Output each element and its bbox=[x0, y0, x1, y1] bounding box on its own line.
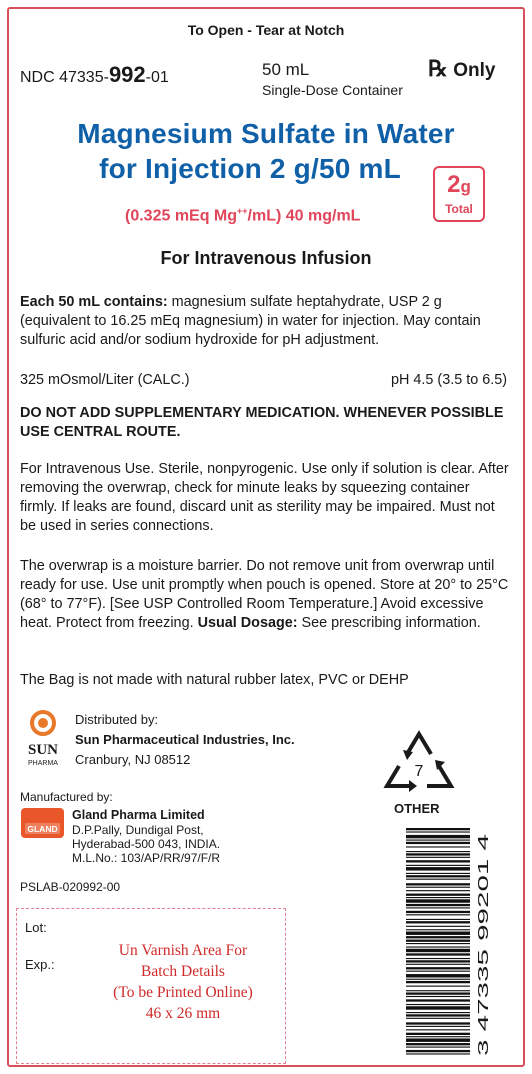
barcode-bar bbox=[406, 1018, 470, 1019]
sun-logo-sub: PHARMA bbox=[28, 760, 58, 767]
sun-core bbox=[38, 718, 48, 728]
varnish-line-4: 46 x 26 mm bbox=[145, 1005, 221, 1022]
barcode-bar bbox=[406, 1026, 470, 1027]
product-title-line1: Magnesium Sulfate in Water bbox=[77, 118, 455, 149]
recycle-icon bbox=[383, 730, 455, 796]
contents-text: magnesium sulfate heptahydrate, USP 2 g (equivalent to 16.25 mEq magnesium) in water for injection. May contain sulfuric acid and/or sodium hydroxide for pH adjustment. bbox=[20, 294, 481, 348]
barcode-bar bbox=[406, 1006, 470, 1009]
barcode-bar bbox=[406, 974, 470, 977]
barcode-bar bbox=[406, 873, 470, 874]
conc-prefix: (0.325 mEq Mg bbox=[125, 207, 238, 225]
concentration bbox=[125, 206, 360, 225]
conc-suffix: /mL) 40 mg/mL bbox=[247, 207, 361, 225]
barcode-bar bbox=[406, 936, 470, 938]
barcode-bar bbox=[406, 964, 470, 965]
total-badge bbox=[433, 166, 485, 222]
ndc-number bbox=[20, 62, 169, 88]
lot-label: Lot: bbox=[25, 920, 47, 935]
label-code: PSLAB-020992-00 bbox=[20, 880, 121, 894]
rx-symbol: ℞ bbox=[428, 56, 448, 81]
barcode-bar bbox=[406, 842, 470, 844]
distributor-name: Sun Pharmaceutical Industries, Inc. bbox=[75, 732, 295, 747]
sun-pharma-logo bbox=[22, 708, 64, 768]
barcode-bar bbox=[406, 1012, 470, 1013]
ndc-prefix: NDC 47335- bbox=[20, 69, 109, 86]
barcode-bar bbox=[406, 914, 470, 915]
total-label: Total bbox=[445, 202, 473, 216]
recycle-label: OTHER bbox=[394, 801, 440, 816]
manufacturer-license: M.L.No.: 103/AP/RR/97/F/R bbox=[72, 851, 221, 865]
barcode-bar bbox=[406, 835, 470, 838]
barcode-bar bbox=[406, 1033, 470, 1035]
manufactured-by-label: Manufactured by: bbox=[20, 790, 113, 804]
recycle-head-3 bbox=[409, 780, 417, 792]
barcode-bar bbox=[406, 921, 470, 923]
barcode-bar bbox=[406, 851, 470, 852]
barcode-bar bbox=[406, 867, 470, 870]
barcode-bar bbox=[406, 992, 470, 994]
barcode-digits bbox=[472, 832, 494, 1056]
barcode-bar bbox=[406, 1038, 470, 1041]
barcode-bar bbox=[406, 894, 470, 896]
barcode-bar bbox=[406, 967, 470, 969]
storage-instructions bbox=[20, 557, 510, 633]
barcode-bar bbox=[406, 932, 470, 935]
product-title-line2: for Injection 2 g/50 mL bbox=[99, 153, 401, 184]
manufacturer-name: Gland Pharma Limited bbox=[72, 808, 205, 822]
barcode-bar bbox=[406, 831, 470, 832]
sun-logo-word: SUN bbox=[27, 742, 59, 758]
varnish-line-3: (To be Printed Online) bbox=[113, 984, 253, 1001]
barcode-bar bbox=[406, 857, 470, 858]
exp-label: Exp.: bbox=[25, 957, 55, 972]
total-number: 2 bbox=[447, 171, 461, 198]
recycle-code: 7 bbox=[414, 763, 424, 780]
osmolarity: 325 mOsmol/Liter (CALC.) bbox=[20, 372, 190, 388]
manufacturer-address-1: D.P.Pally, Dundigal Post, bbox=[72, 823, 204, 837]
barcode-bar bbox=[406, 840, 470, 841]
dosage-lead: Usual Dosage: bbox=[197, 615, 298, 631]
warning-text: DO NOT ADD SUPPLEMENTARY MEDICATION. WHENEVER POSSIBLE USE CENTRAL ROUTE. bbox=[20, 405, 504, 440]
rx-only bbox=[428, 56, 495, 82]
barcode-bar bbox=[406, 1043, 470, 1045]
barcode-bar bbox=[406, 958, 470, 959]
barcode-bar bbox=[406, 865, 470, 866]
gland-logo-word: GLAND bbox=[27, 824, 58, 834]
total-amount bbox=[435, 170, 483, 202]
barcode-bar bbox=[406, 1050, 470, 1052]
barcode-bar bbox=[406, 887, 470, 888]
barcode-bar bbox=[406, 1053, 470, 1054]
barcode-bar bbox=[406, 919, 470, 920]
route-heading: For Intravenous Infusion bbox=[160, 248, 372, 268]
gland-logo bbox=[21, 808, 64, 838]
recycle-arrow-left bbox=[387, 766, 411, 786]
barcode-bar bbox=[406, 960, 470, 962]
barcode-bar bbox=[406, 1036, 470, 1037]
barcode-bar bbox=[406, 1047, 470, 1048]
conc-sup: ++ bbox=[237, 206, 248, 216]
dosage-text: See prescribing information. bbox=[297, 615, 481, 631]
barcode-bar bbox=[406, 828, 470, 830]
barcode-bar bbox=[406, 911, 470, 913]
barcode-bar bbox=[406, 853, 470, 855]
varnish-line-1: Un Varnish Area For bbox=[118, 942, 248, 959]
barcode-bar bbox=[406, 907, 470, 908]
barcode-bar bbox=[406, 990, 470, 991]
container-type: Single-Dose Container bbox=[262, 82, 403, 98]
barcode-bar bbox=[406, 979, 470, 980]
varnish-line-2: Batch Details bbox=[141, 963, 225, 980]
barcode-bar bbox=[406, 899, 470, 902]
recycle-arrow-right bbox=[427, 766, 451, 786]
volume: 50 mL bbox=[262, 60, 310, 79]
barcode-bar bbox=[406, 890, 470, 891]
barcode-bar bbox=[406, 846, 470, 847]
storage-text: The overwrap is a moisture barrier. Do not remove unit from overwrap until ready for use. Use unit promptly when pouch is opened. Store at 20° to 25°C (68° to 77°F). [See USP Controlled Room Temperature.] Avoid excessive heat. Protect from freezing. bbox=[20, 558, 509, 631]
rx-only-text: Only bbox=[453, 60, 496, 81]
distributor-location: Cranbury, NJ 08512 bbox=[75, 752, 191, 767]
distributed-by-label: Distributed by: bbox=[75, 712, 159, 727]
barcode-bar bbox=[406, 875, 470, 877]
barcode-bar bbox=[406, 940, 470, 942]
barcode-bar bbox=[406, 1022, 470, 1024]
total-unit: g bbox=[460, 177, 471, 196]
barcode-bar bbox=[406, 971, 470, 972]
barcode-bar bbox=[406, 929, 470, 930]
barcode bbox=[406, 826, 470, 1058]
contents-paragraph bbox=[20, 293, 510, 350]
manufacturer-address-2: Hyderabad-500 043, INDIA. bbox=[72, 837, 221, 851]
barcode-bar bbox=[406, 999, 470, 1001]
barcode-bar bbox=[406, 1004, 470, 1005]
barcode-bar bbox=[406, 996, 470, 997]
barcode-bar bbox=[406, 986, 470, 987]
barcode-bar bbox=[406, 879, 470, 880]
varnish-note bbox=[78, 940, 288, 1024]
barcode-bar bbox=[406, 981, 470, 983]
barcode-bar bbox=[406, 943, 470, 944]
use-instructions: For Intravenous Use. Sterile, nonpyrogenic. Use only if solution is clear. After removing the overwrap, check for minute leaks by squeezing container firmly. If leaks are found, discard unit as sterility may be impaired. Must not be used in series connections. bbox=[20, 461, 509, 534]
barcode-bar bbox=[406, 949, 470, 952]
barcode-bar bbox=[406, 926, 470, 927]
barcode-bar bbox=[406, 953, 470, 955]
barcode-bar bbox=[406, 897, 470, 898]
recycle-arrow-top bbox=[407, 734, 431, 754]
latex-statement: The Bag is not made with natural rubber latex, PVC or DEHP bbox=[20, 672, 409, 688]
barcode-bar bbox=[406, 1014, 470, 1016]
barcode-bar bbox=[406, 883, 470, 885]
contents-lead: Each 50 mL contains: bbox=[20, 294, 168, 310]
barcode-bar bbox=[406, 946, 470, 947]
ph-value: pH 4.5 (3.5 to 6.5) bbox=[391, 372, 507, 388]
barcode-bar bbox=[406, 1029, 470, 1030]
barcode-digit-text: 3 47335 99201 4 bbox=[476, 947, 492, 1056]
tear-notice: To Open - Tear at Notch bbox=[187, 22, 345, 38]
ndc-bold: 992 bbox=[108, 62, 146, 87]
barcode-bar bbox=[406, 860, 470, 862]
ndc-suffix: -01 bbox=[145, 69, 169, 86]
recycle-head-1 bbox=[403, 750, 413, 760]
barcode-bar bbox=[406, 904, 470, 906]
